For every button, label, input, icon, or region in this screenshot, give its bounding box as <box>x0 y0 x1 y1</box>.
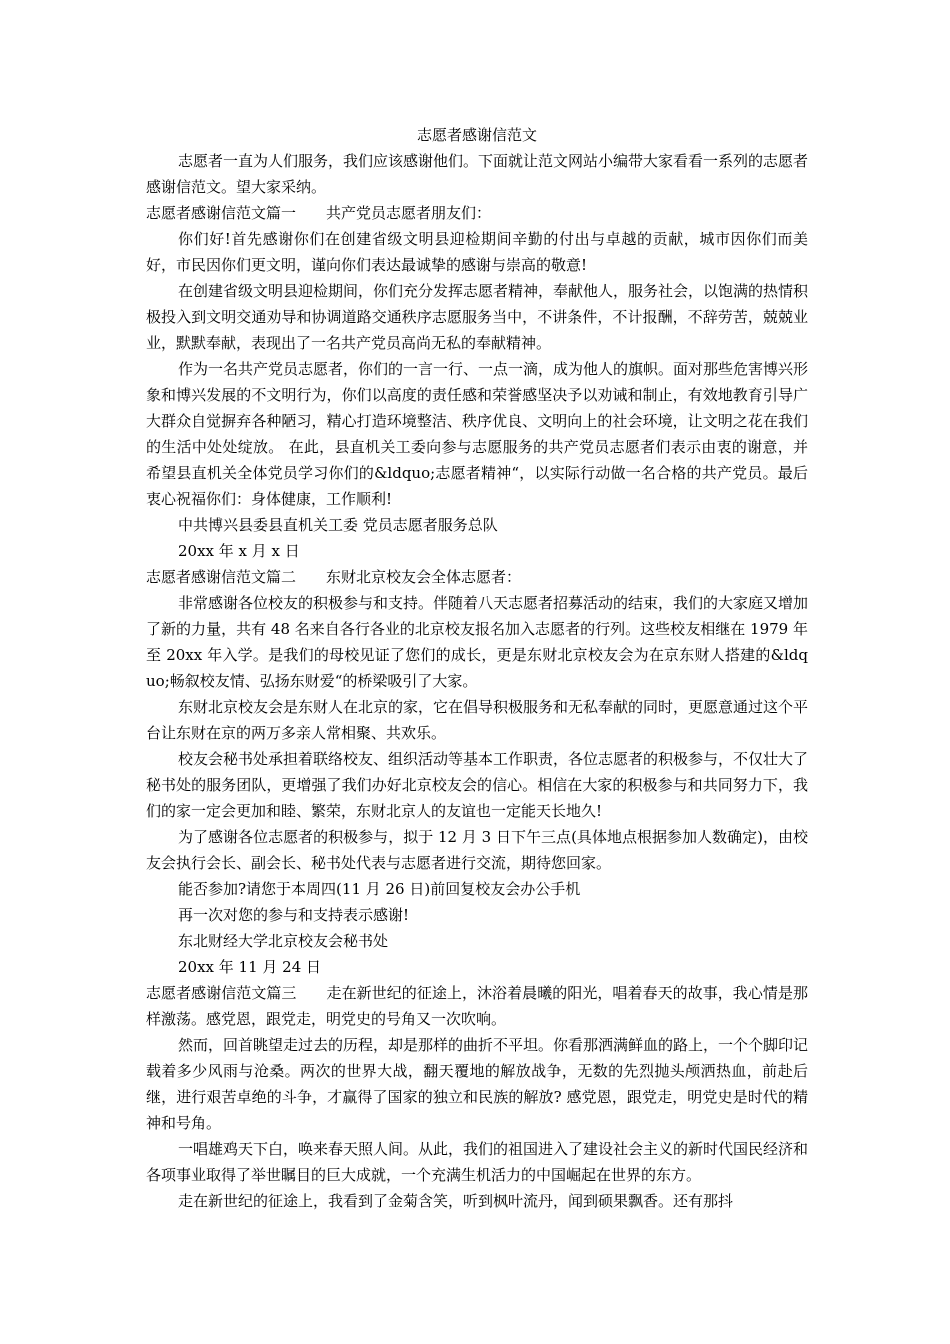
letter1-date: 20xx 年 x 月 x 日 <box>178 542 300 560</box>
letter1-paragraph-2: 在创建省级文明县迎检期间，你们充分发挥志愿者精神，奉献他人，服务社会，以饱满的热情积极投入到文明交通劝导和协调道路交通秩序志愿服务当中，不讲条件，不计报酬，不辞劳苦，兢兢业业，默默奉献，表现出了一名共产党员高尚无私的奉献精神。 <box>146 282 809 352</box>
letter3-paragraph-2: 一唱雄鸡天下白，唤来春天照人间。从此，我们的祖国进入了建设社会主义的新时代国民经济和各项事业取得了举世瞩目的巨大成就，一个充满生机活力的中国崛起在世界的东方。 <box>146 1140 809 1184</box>
letter1-heading <box>146 200 808 226</box>
letter1-label: 志愿者感谢信范文篇一 <box>146 204 297 222</box>
letter2-paragraph-4: 为了感谢各位志愿者的积极参与，拟于 12 月 3 日下午三点(具体地点根据参加人数确定)，由校友会执行会长、副会长、秘书处代表与志愿者进行交流，期待您回家。 <box>146 828 808 872</box>
letter2-heading <box>146 564 808 590</box>
letter2-paragraph-2: 东财北京校友会是东财人在北京的家，它在倡导积极服务和无私奉献的同时，更愿意通过这个平台让东财在京的两万多亲人常相聚、共欢乐。 <box>146 698 809 742</box>
letter2-paragraph-3: 校友会秘书处承担着联络校友、组织活动等基本工作职责，各位志愿者的积极参与，不仅壮大了秘书处的服务团队，更增强了我们办好北京校友会的信心。相信在大家的积极参与和共同努力下，我们的家一定会更加和睦、繁荣，东财北京人的友谊也一定能天长地久! <box>146 750 809 820</box>
letter3-label: 志愿者感谢信范文篇三 <box>146 984 297 1002</box>
letter3-heading <box>146 980 808 1032</box>
letter1-paragraph-3: 作为一名共产党员志愿者，你们的一言一行、一点一滴，成为他人的旗帜。面对那些危害博兴形象和博兴发展的不文明行为，你们以高度的责任感和荣誉感坚决予以劝诫和制止，有效地教育引导广大群众自觉摒弃各种陋习，精心打造环境整洁、秩序优良、文明向上的社会环境，让文明之花在我们的生活中处处绽放。 在此，县直机关工委向参与志愿服务的共产党员志愿者们表示由衷的谢意，并希望县直机关全体党员学习你们的&ldquo;志愿者精神“，以实际行动做一名合格的共产党员。最后衷心祝福你们：身体健康，工作顺利! <box>146 360 809 508</box>
letter3-opening: 走在新世纪的征途上，沐浴着晨曦的阳光，唱着春天的故事，我心情是那样激荡。感党恩，跟党走，明党史的号角又一次吹响。 <box>146 984 808 1028</box>
letter3-paragraph-3: 走在新世纪的征途上，我看到了金菊含笑，听到枫叶流丹，闻到硕果飘香。还有那抖 <box>178 1192 734 1210</box>
letter1-salutation: 共产党员志愿者朋友们： <box>326 204 492 222</box>
letter1-signature: 中共博兴县委县直机关工委 党员志愿者服务总队 <box>178 516 498 534</box>
letter2-date: 20xx 年 11 月 24 日 <box>178 958 322 976</box>
intro-paragraph: 志愿者一直为人们服务，我们应该感谢他们。下面就让范文网站小编带大家看看一系列的志愿者感谢信范文。望大家采纳。 <box>146 152 809 196</box>
letter3-paragraph-1: 然而，回首眺望走过去的历程，却是那样的曲折不平坦。你看那洒满鲜血的路上，一个个脚印记载着多少风雨与沧桑。两次的世界大战，翻天覆地的解放战争，无数的先烈抛头颅洒热血，前赴后继，进行艰苦卓绝的斗争，才赢得了国家的独立和民族的解放? 感党恩，跟党走，明党史是时代的精神和号角。 <box>146 1036 809 1132</box>
document-page <box>146 122 808 1214</box>
letter2-thanks-line: 再一次对您的参与和支持表示感谢! <box>178 906 410 924</box>
letter2-paragraph-1: 非常感谢各位校友的积极参与和支持。伴随着八天志愿者招募活动的结束，我们的大家庭又增加了新的力量，共有 48 名来自各行各业的北京校友报名加入志愿者的行列。这些校友相继在 1979 年至 20xx 年入学。是我们的母校见证了您们的成长，更是东财北京校友会为在京东财人搭建的&ldquo;畅叙校友情、弘扬东财爱“的桥梁吸引了大家。 <box>146 594 809 690</box>
letter2-signature: 东北财经大学北京校友会秘书处 <box>178 932 389 950</box>
letter2-label: 志愿者感谢信范文篇二 <box>146 568 297 586</box>
letter1-paragraph-1: 你们好!首先感谢你们在创建省级文明县迎检期间辛勤的付出与卓越的贡献，城市因你们而美好，市民因你们更文明，谨向你们表达最诚挚的感谢与崇高的敬意! <box>146 230 808 274</box>
letter2-reply-line: 能否参加?请您于本周四(11 月 26 日)前回复校友会办公手机 <box>178 880 581 898</box>
document-title: 志愿者感谢信范文 <box>416 126 537 144</box>
letter2-salutation: 东财北京校友会全体志愿者： <box>326 568 522 586</box>
